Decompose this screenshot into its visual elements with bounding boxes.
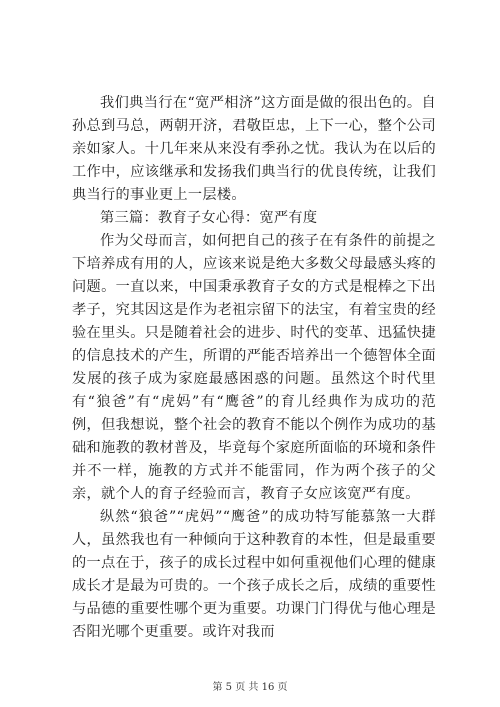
document-body (72, 92, 436, 644)
paragraph-main: 作为父母而言，如何把自己的孩子在有条件的前提之下培养成有用的人，应该来说是绝大多数父母最感头疼的问题。一直以来，中国秉承教育子女的方式是棍棒之下出孝子，究其因这是作为老祖宗留下的法宝，有着宝贵的经验在里头。只是随着社会的进步、时代的变革、迅猛快捷的信息技术的产生，所谓的严能否培养出一个德智体全面发展的孩子成为家庭最感困惑的问题。虽然这个时代里有“狼爸”有“虎妈”有“鹰爸”的育儿经典作为成功的范例，但我想说，整个社会的教育不能以个例作为成功的基础和施教的教材普及，毕竟每个家庭所面临的环境和条件并不一样，施教的方式并不能雷同，作为两个孩子的父亲，就个人的育子经验而言，教育子女应该宽严有度。 (72, 233, 436, 502)
page-footer: 第 5 页 共 16 页 (212, 682, 288, 693)
paragraph-continued: 纵然“狼爸”“虎妈”“鹰爸”的成功特写能慕煞一大群人，虽然我也有一种倾向于这种教育的本性，但是最重要的一点在于，孩子的成长过程中如何重视他们心理的健康成长才是最为可贵的。一个孩子成长之后，成绩的重要性与品德的重要性哪个更为重要。功课门门得优与他心理是否阳光哪个更重要。或许对我而 (72, 509, 436, 640)
section-heading: 第三篇：教育子女心得：宽严有度 (100, 210, 318, 226)
paragraph-intro: 我们典当行在“宽严相济”这方面是做的很出色的。自孙总到马总，两朝开济，君敬臣忠，上下一心，整个公司亲如家人。十几年来从来没有季孙之忧。我认为在以后的工作中，应该继承和发扬我们典当行的优良传统，让我们典当行的事业更上一层楼。 (72, 95, 436, 203)
